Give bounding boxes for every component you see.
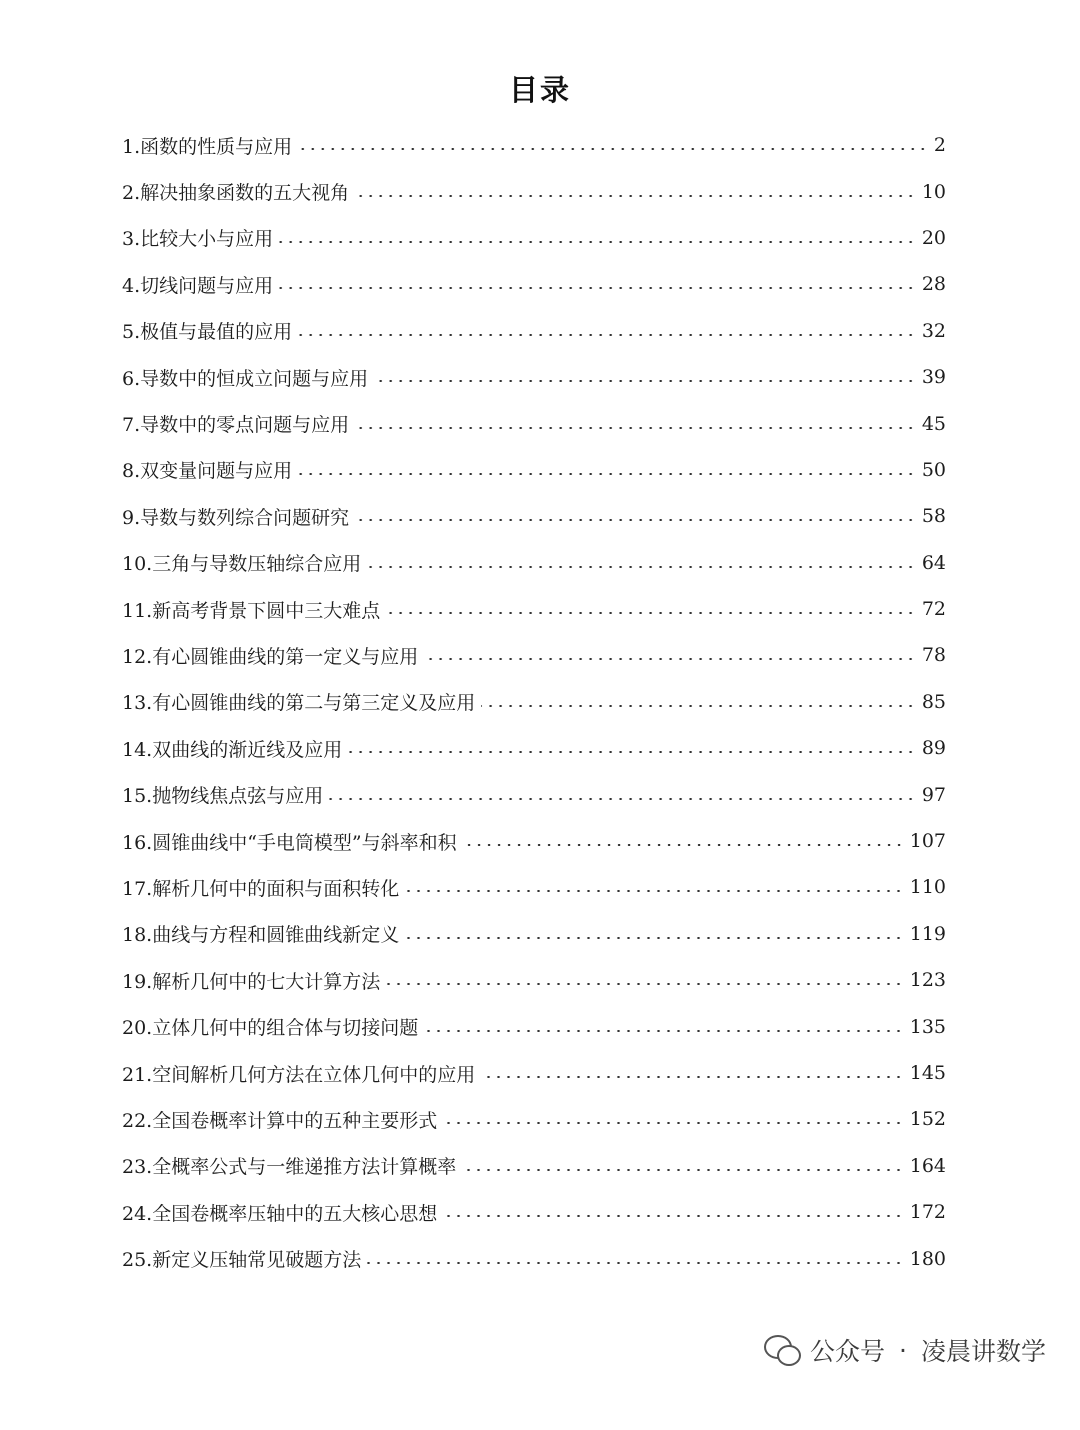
toc-dot-leader (424, 1030, 904, 1032)
toc-dot-leader (355, 427, 916, 429)
toc-entry-label: 3.比较大小与应用 (122, 228, 274, 251)
toc-entry-label: 17.解析几何中的面积与面积转化 (122, 877, 400, 900)
toc-entry[interactable] (122, 632, 946, 678)
toc-entry[interactable] (122, 1050, 946, 1096)
toc-entry-label: 25.新定义压轴常见破题方法 (122, 1249, 362, 1272)
toc-dot-leader (443, 1122, 904, 1124)
footer-separator: · (899, 1335, 907, 1365)
table-of-contents (122, 122, 946, 1282)
toc-entry-page-number: 152 (909, 1108, 946, 1131)
toc-entry-label: 24.全国卷概率压轴中的五大核心思想 (122, 1202, 438, 1225)
toc-entry[interactable] (122, 493, 946, 539)
toc-entry[interactable] (122, 957, 946, 1003)
toc-dot-leader (355, 519, 916, 521)
toc-dot-leader (424, 658, 916, 660)
toc-entry[interactable] (122, 1189, 946, 1235)
toc-dot-leader (279, 241, 916, 243)
toc-dot-leader (386, 983, 904, 985)
toc-entry-page-number: 28 (921, 273, 946, 296)
toc-dot-leader (348, 751, 916, 753)
toc-dot-leader (374, 380, 916, 382)
toc-entry-label: 2.解决抽象函数的五大视角 (122, 182, 350, 205)
toc-entry-page-number: 164 (909, 1154, 946, 1177)
toc-entry-page-number: 145 (909, 1062, 946, 1084)
toc-dot-leader (329, 798, 916, 800)
toc-entry-page-number: 2 (933, 134, 946, 157)
toc-entry[interactable] (122, 771, 946, 817)
page-title: 目录 (508, 73, 571, 107)
toc-entry-page-number: 45 (921, 412, 946, 435)
toc-dot-leader (298, 473, 916, 475)
toc-entry-label: 15.抛物线焦点弦与应用 (122, 785, 324, 808)
toc-entry-label: 12.有心圆锥曲线的第一定义与应用 (122, 645, 419, 668)
toc-dot-leader (463, 844, 904, 846)
toc-entry-page-number: 20 (921, 226, 946, 249)
toc-entry[interactable] (122, 679, 946, 725)
toc-entry[interactable] (122, 447, 946, 493)
toc-entry[interactable] (122, 818, 946, 864)
toc-entry-page-number: 107 (909, 830, 946, 853)
toc-entry-page-number: 172 (909, 1201, 946, 1224)
toc-entry[interactable] (122, 586, 946, 632)
toc-entry[interactable] (122, 308, 946, 354)
toc-entry-page-number: 110 (909, 876, 946, 899)
toc-entry[interactable] (122, 540, 946, 586)
toc-dot-leader (367, 566, 916, 568)
toc-entry-page-number: 10 (921, 180, 946, 203)
toc-entry-page-number: 180 (909, 1247, 946, 1270)
toc-entry[interactable] (122, 1235, 946, 1281)
toc-dot-leader (405, 937, 904, 939)
toc-entry-label: 13.有心圆锥曲线的第二与第三定义及应用 (122, 692, 476, 715)
toc-entry[interactable] (122, 1003, 946, 1049)
toc-entry-page-number: 72 (921, 598, 946, 621)
toc-entry-page-number: 32 (921, 319, 946, 342)
toc-entry-page-number: 50 (921, 458, 946, 481)
toc-dot-leader (279, 287, 916, 289)
watermark-footer (764, 1330, 1046, 1370)
toc-dot-leader (298, 334, 916, 336)
toc-entry-label: 23.全概率公式与一维递推方法计算概率 (122, 1156, 457, 1179)
toc-entry-label: 19.解析几何中的七大计算方法 (122, 970, 381, 993)
toc-entry-page-number: 135 (909, 1015, 946, 1038)
toc-entry-label: 9.导数与数列综合问题研究 (122, 506, 350, 529)
toc-entry[interactable] (122, 725, 946, 771)
toc-entry-label: 22.全国卷概率计算中的五种主要形式 (122, 1109, 438, 1132)
toc-entry[interactable] (122, 400, 946, 446)
toc-entry-label: 7.导数中的零点问题与应用 (122, 414, 350, 437)
toc-entry-page-number: 119 (909, 922, 946, 945)
toc-entry-page-number: 89 (921, 737, 946, 760)
toc-entry-label: 10.三角与导数压轴综合应用 (122, 553, 362, 576)
toc-entry[interactable] (122, 122, 946, 168)
toc-entry-label: 4.切线问题与应用 (122, 274, 274, 297)
toc-entry-label: 16.圆锥曲线中“手电筒模型”与斜率和积 (122, 831, 457, 854)
toc-entry-label: 11.新高考背景下圆中三大难点 (122, 599, 381, 622)
toc-entry-page-number: 123 (909, 969, 946, 992)
toc-entry-page-number: 85 (921, 690, 946, 713)
toc-entry-page-number: 97 (921, 783, 946, 806)
toc-entry[interactable] (122, 911, 946, 957)
toc-entry-page-number: 39 (921, 366, 946, 389)
toc-entry[interactable] (122, 1143, 946, 1189)
wechat-icon (764, 1335, 800, 1365)
toc-entry-label: 21.空间解析几何方法在立体几何中的应用 (122, 1063, 476, 1086)
toc-entry[interactable] (122, 168, 946, 214)
toc-dot-leader (298, 148, 928, 150)
toc-entry[interactable] (122, 354, 946, 400)
toc-dot-leader (386, 612, 916, 614)
toc-dot-leader (462, 1169, 904, 1171)
toc-entry-page-number: 58 (921, 505, 946, 528)
toc-dot-leader (443, 1215, 904, 1217)
toc-entry-label: 5.极值与最值的应用 (122, 321, 293, 344)
toc-entry[interactable] (122, 1096, 946, 1142)
toc-entry-label: 18.曲线与方程和圆锥曲线新定义 (122, 924, 400, 947)
toc-dot-leader (367, 1262, 904, 1264)
toc-dot-leader (405, 890, 904, 892)
toc-dot-leader (481, 1076, 904, 1078)
toc-dot-leader (355, 195, 916, 197)
footer-account: 凌晨讲数学 (920, 1337, 1046, 1366)
toc-entry-page-number: 64 (921, 551, 946, 574)
toc-entry[interactable] (122, 215, 946, 261)
toc-entry-label: 1.函数的性质与应用 (122, 135, 293, 158)
toc-entry-label: 6.导数中的恒成立问题与应用 (122, 367, 369, 390)
toc-entry[interactable] (122, 261, 946, 307)
toc-entry-label: 20.立体几何中的组合体与切接问题 (122, 1017, 419, 1040)
footer-prefix: 公众号 (810, 1337, 886, 1366)
toc-entry-page-number: 78 (921, 644, 946, 667)
toc-entry-label: 14.双曲线的渐近线及应用 (122, 738, 343, 761)
toc-entry-label: 8.双变量问题与应用 (122, 460, 293, 483)
toc-entry[interactable] (122, 864, 946, 910)
toc-dot-leader (481, 705, 916, 707)
